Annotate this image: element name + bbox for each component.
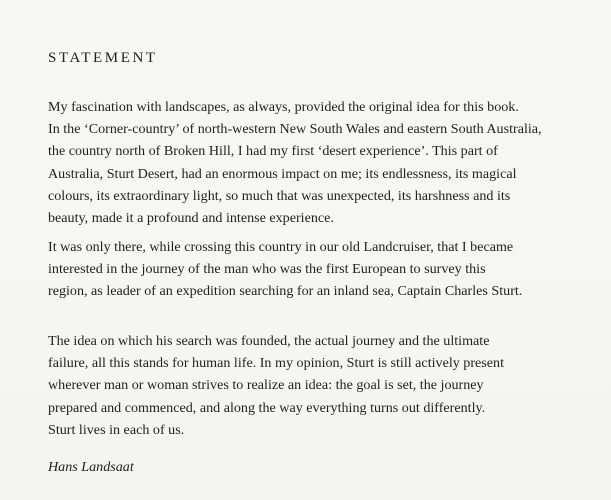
page-title: STATEMENT — [48, 50, 158, 66]
paragraph-line: wherever man or woman strives to realize an idea: the goal is set, the journey — [48, 377, 484, 394]
paragraph-line: prepared and commenced, and along the way everything turns out differently. — [48, 399, 486, 416]
paragraph-line: colours, its extraordinary light, so much that was unexpected, its harshness and its — [48, 187, 511, 204]
paragraph-line: Australia, Sturt Desert, had an enormous impact on me; its endlessness, its magical — [48, 165, 517, 182]
paragraph-line: failure, all this stands for human life. In my opinion, Sturt is still actively present — [48, 355, 505, 372]
paragraph-3 — [48, 330, 504, 441]
paragraph-line: interested in the journey of the man who was the first European to survey this — [48, 261, 486, 278]
paragraph-line: My fascination with landscapes, as always, provided the original idea for this book. — [48, 99, 519, 115]
paragraph-line: In the ‘Corner-country’ of north-western New South Wales and eastern South Australia, — [48, 121, 542, 138]
paragraph-1 — [48, 96, 542, 229]
paragraph-line: Sturt lives in each of us. — [48, 421, 185, 438]
author-signature: Hans Landsaat — [48, 459, 134, 475]
paragraph-line: region, as leader of an expedition searching for an inland sea, Captain Charles Sturt. — [48, 283, 523, 300]
paragraph-line: beauty, made it a profound and intense experience. — [48, 210, 334, 227]
paragraph-line: It was only there, while crossing this country in our old Landcruiser, that I became — [48, 239, 514, 255]
paragraph-line: The idea on which his search was founded, the actual journey and the ultimate — [48, 333, 490, 349]
paragraph-2 — [48, 236, 522, 303]
paragraph-line: the country north of Broken Hill, I had my first ‘desert experience’. This part of — [48, 143, 498, 160]
